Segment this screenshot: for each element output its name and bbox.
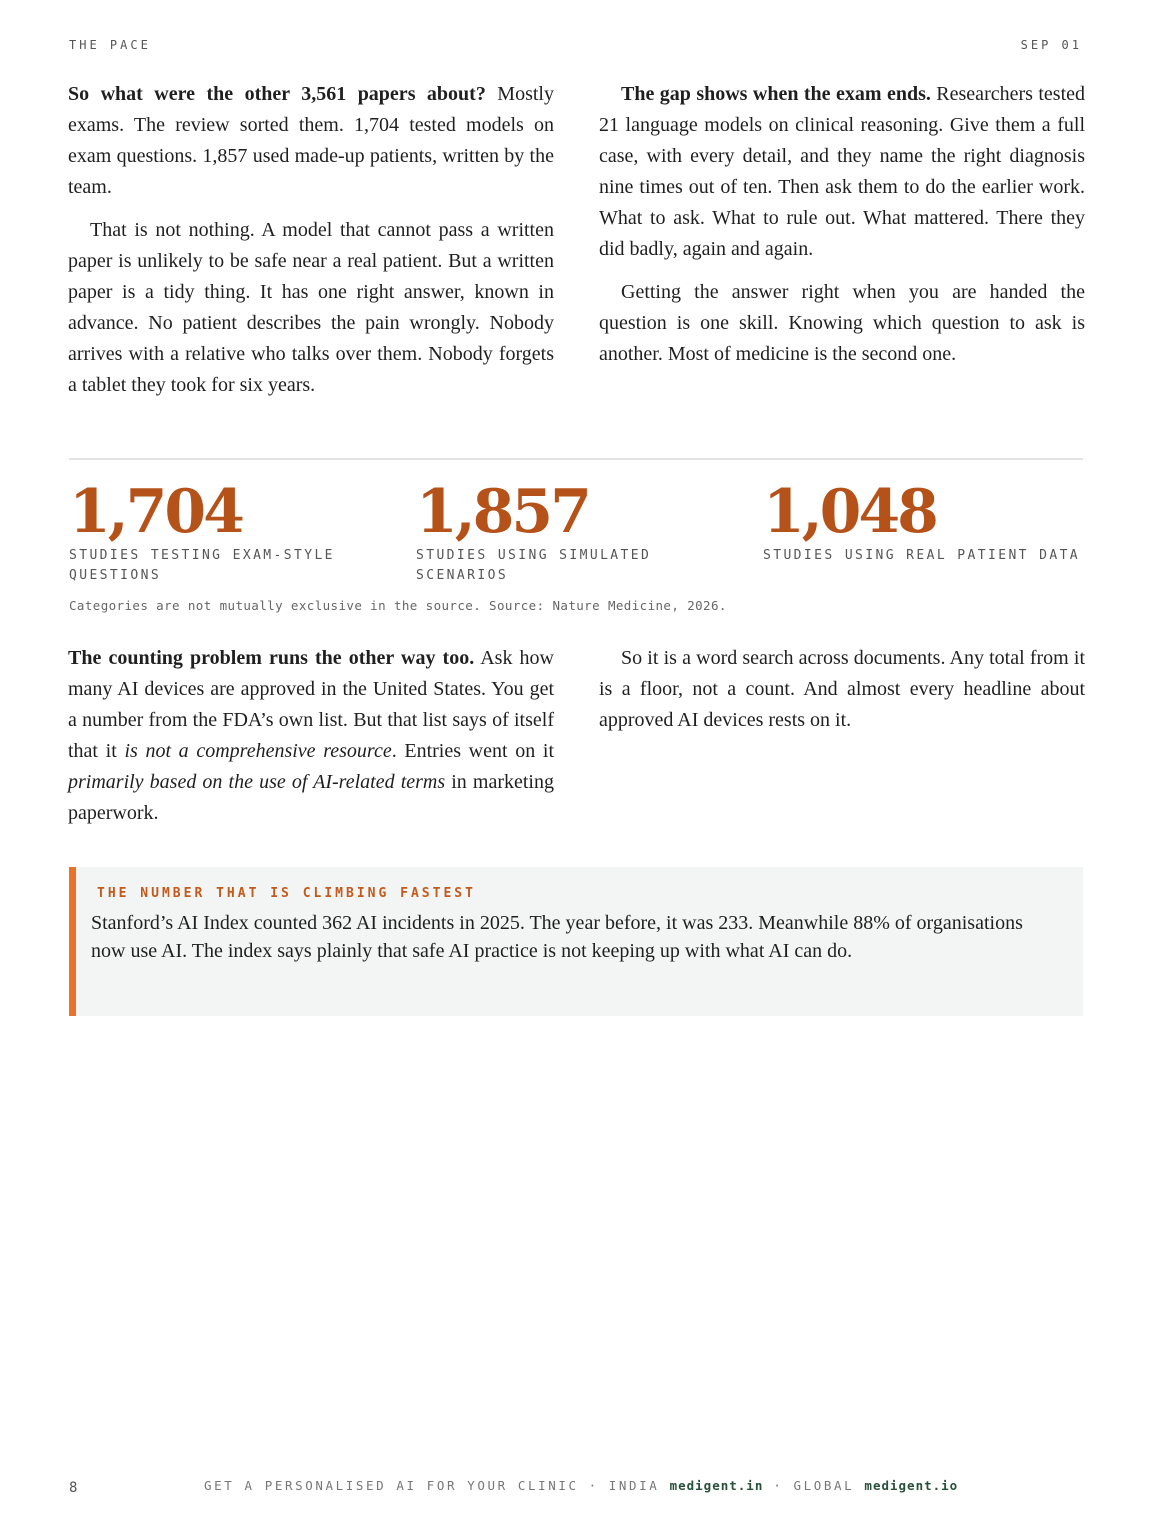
bottom-right-column (599, 643, 1085, 841)
callout-text: Stanford’s AI Index counted 362 AI incidents in 2025. The year before, it was 233. Meanwhile 88% of organisations now use AI. The index says plainly that safe AI practice is not keeping up with what AI can do. (91, 912, 1023, 962)
publication-name: THE PACE (69, 38, 151, 52)
quoted-phrase: is not a comprehensive resource (124, 740, 392, 762)
stat-real-patient (763, 476, 1083, 566)
top-left-column (68, 79, 554, 413)
stats-source-note: Categories are not mutually exclusive in the source. Source: Nature Medicine, 2026. (69, 598, 727, 613)
stat-label: STUDIES USING REAL PATIENT DATA (763, 548, 1081, 563)
global-label: GLOBAL (793, 1478, 855, 1493)
paragraph: The counting problem runs the other way too. Ask how many AI devices are approved in the United States. You get a number from the FDA’s own list. But that list says of itself that it is not a comprehensive resource. Entries went on it primarily based on the use of AI-related terms in marketing paperwork. (68, 647, 554, 824)
callout-box (69, 867, 1083, 1016)
quoted-phrase: primarily based on the use of AI-related terms (68, 771, 446, 793)
stat-simulated (416, 476, 736, 586)
paragraph: Getting the answer right when you are handed the question is one skill. Knowing which question to ask is another. Most of medicine is the second one. (599, 281, 1085, 365)
paragraph: That is not nothing. A model that cannot pass a written paper is unlikely to be safe near a real patient. But a written paper is a tidy thing. It has one right answer, known in advance. No patient describes the pain wrongly. Nobody arrives with a relative who talks over them. Nobody forgets a tablet they took for six years. (68, 219, 554, 396)
paragraph: So it is a word search across documents. Any total from it is a floor, not a count. And almost every headline about approved AI devices rests on it. (599, 647, 1085, 731)
india-label: INDIA (608, 1478, 660, 1493)
stat-value: 1,704 (69, 477, 242, 547)
separator-dot: · (588, 1478, 599, 1493)
india-link[interactable]: medigent.in (669, 1478, 764, 1493)
paragraph-lead: So what were the other 3,561 papers about? (68, 83, 486, 105)
footer-cta-text: GET A PERSONALISED AI FOR YOUR CLINIC (204, 1478, 579, 1493)
callout-title: THE NUMBER THAT IS CLIMBING FASTEST (97, 886, 476, 901)
page-number: 8 (69, 1480, 78, 1496)
section-divider (69, 458, 1083, 460)
paragraph: So what were the other 3,561 papers about? Mostly exams. The review sorted them. 1,704 tested models on exam questions. 1,857 used made-up patients, written by the team. (68, 83, 554, 198)
issue-date: SEP 01 (1020, 38, 1082, 52)
bottom-left-column (68, 643, 554, 841)
bottom-columns (68, 643, 1085, 841)
separator-dot: · (773, 1478, 784, 1493)
paragraph-lead: The gap shows when the exam ends. (621, 83, 931, 105)
top-right-column (599, 79, 1085, 413)
global-link[interactable]: medigent.io (864, 1478, 959, 1493)
footer-cta (204, 1478, 958, 1493)
paragraph: The gap shows when the exam ends. Researchers tested 21 language models on clinical reasoning. Give them a full case, with every detail, and they name the right diagnosis nine times out of ten. Then ask them to do the earlier work. What to ask. What to rule out. What mattered. There they did badly, again and again. (599, 83, 1086, 260)
paragraph-lead: The counting problem runs the other way too. (68, 647, 475, 669)
stat-value: 1,857 (416, 477, 589, 547)
top-columns (68, 79, 1085, 413)
stat-exam-style (69, 476, 389, 586)
stat-label: STUDIES TESTING EXAM-STYLE QUESTIONS (69, 548, 335, 583)
stat-label: STUDIES USING SIMULATED SCENARIOS (416, 548, 652, 583)
stat-value: 1,048 (763, 477, 936, 547)
